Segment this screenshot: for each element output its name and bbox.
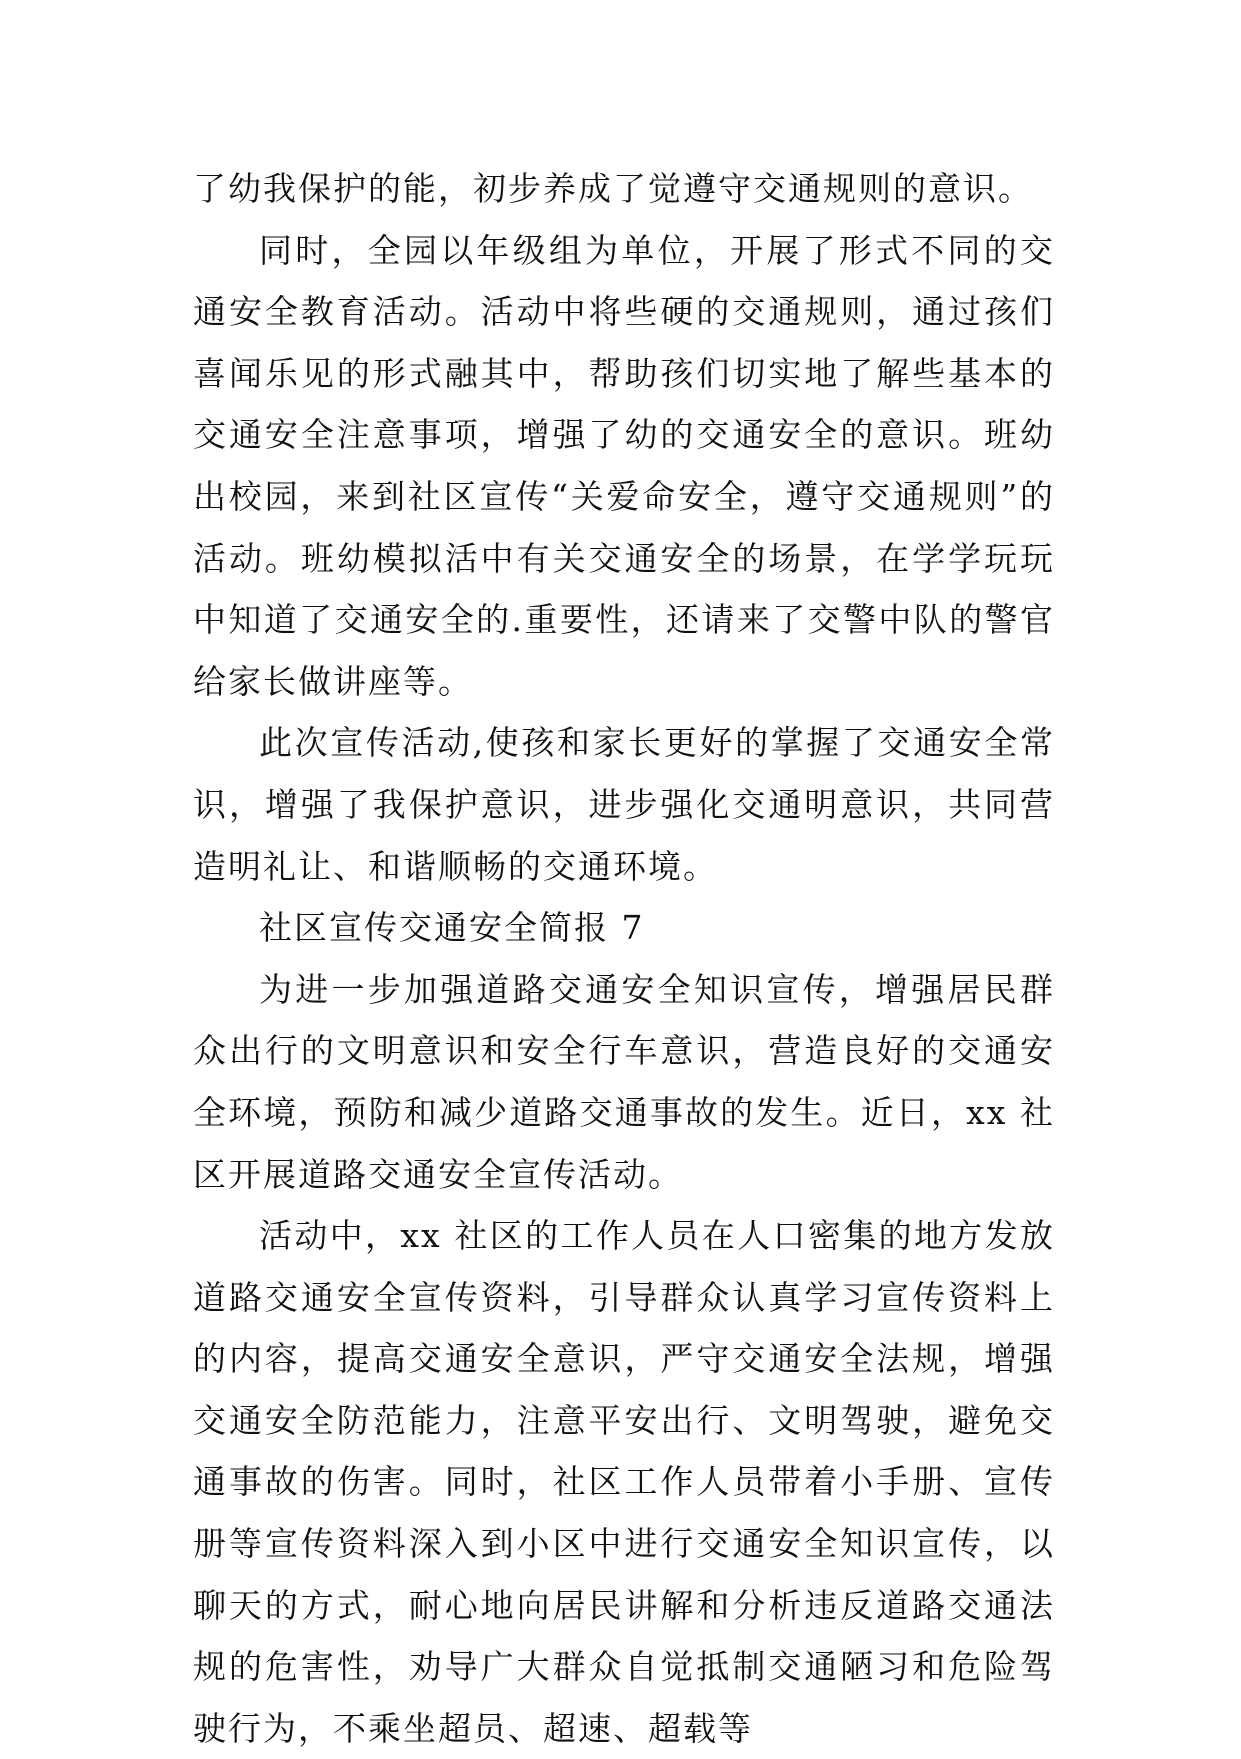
section-title: 社区宣传交通安全简报 7 xyxy=(259,908,645,948)
paragraph-community-intro: 为进一步加强道路交通安全知识宣传，增强居民群众出行的文明意识和安全行车意识，营造良好的交通安全环境，预防和减少道路交通事故的发生。近日，xx 社区开展道路交通安全宣传活动。 xyxy=(193,969,1055,1194)
paragraph-campaign-summary: 此次宣传活动,使孩和家长更好的掌握了交通安全常识，增强了我保护意识，进步强化交通明意识，共同营造明礼让、和谐顺畅的交通环境。 xyxy=(193,723,1055,886)
document-body xyxy=(193,158,1055,1759)
paragraph-kindergarten-activities: 同时，全园以年级组为单位，开展了形式不同的交通安全教育活动。活动中将些硬的交通规则，通过孩们喜闻乐见的形式融其中，帮助孩们切实地了解些基本的交通安全注意事项，增强了幼的交通安全的意识。班幼出校园，来到社区宣传“关爱命安全，遵守交通规则”的活动。班幼模拟活中有关交通安全的场景，在学学玩玩中知道了交通安全的.重要性，还请来了交警中队的警官给家长做讲座等。 xyxy=(193,230,1055,701)
paragraph-continuation: 了幼我保护的能，初步养成了觉遵守交通规则的意识。 xyxy=(193,169,1033,208)
paragraph-community-activities: 活动中，xx 社区的工作人员在人口密集的地方发放道路交通安全宣传资料，引导群众认真学习宣传资料上的内容，提高交通安全意识，严守交通安全法规，增强交通安全防范能力，注意平安出行、文明驾驶，避免交通事故的伤害。同时，社区工作人员带着小手册、宣传册等宣传资料深入到小区中进行交通安全知识宣传，以聊天的方式，耐心地向居民讲解和分析违反道路交通法规的危害性，劝导广大群众自觉抵制交通陋习和危险驾驶行为，不乘坐超员、超速、超载等 xyxy=(193,1216,1055,1748)
